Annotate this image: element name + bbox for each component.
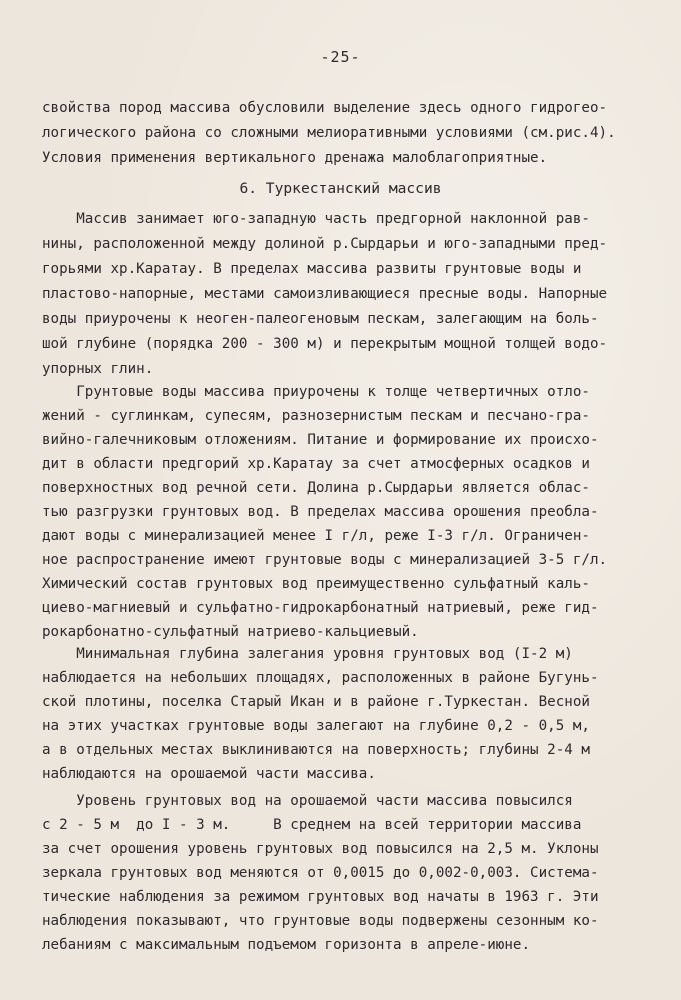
text-line: Грунтовые воды массива приурочены к толще четвертичных отло-: [42, 384, 590, 400]
text-line: а в отдельных местах выклиниваются на поверхность; глубины 2-4 м: [42, 742, 590, 758]
text-line: горьями хр.Каратау. В пределах массива развиты грунтовые воды и: [42, 261, 582, 277]
text-line: наблюдается на небольших площадях, расположенных в районе Бугунь-: [42, 670, 599, 686]
text-line: Массив занимает юго-западную часть предгорной наклонной рав-: [42, 211, 590, 227]
text-line: ное распространение имеют грунтовые воды с минерализацией 3-5 г/л.: [42, 552, 608, 568]
text-line: с 2 - 5 м до I - 3 м. В среднем на всей территории массива: [42, 817, 582, 833]
text-line: Условия применения вертикального дренажа малоблагоприятные.: [42, 150, 548, 166]
text-line: рокарбонатно-сульфатный натриево-кальциевый.: [42, 624, 419, 640]
text-line: тью разгрузки грунтовых вод. В пределах массива орошения преобла-: [42, 504, 599, 520]
text-line: тические наблюдения за режимом грунтовых вод начаты в 1963 г. Эти: [42, 889, 599, 905]
text-line: за счет орошения уровень грунтовых вод повысился на 2,5 м. Уклоны: [42, 841, 599, 857]
text-line: дают воды с минерализацией менее I г/л, реже I-3 г/л. Ограничен-: [42, 528, 590, 544]
text-line: Минимальная глубина залегания уровня грунтовых вод (I-2 м): [42, 646, 573, 662]
text-line: пластово-напорные, местами самоизливающиеся пресные воды. Напорные: [42, 286, 608, 302]
text-line: лебаниям с максимальным подъемом горизонта в апреле-июне.: [42, 937, 531, 953]
text-line: воды приурочены к неоген-палеогеновым пескам, залегающим на боль-: [42, 311, 599, 327]
text-line: дит в области предгорий хр.Каратау за счет атмосферных осадков и: [42, 456, 590, 472]
text-line: вийно-галечниковым отложениям. Питание и формирование их происхо-: [42, 432, 599, 448]
text-line: Уровень грунтовых вод на орошаемой части массива повысился: [42, 793, 573, 809]
text-line: циево-магниевый и сульфатно-гидрокарбонатный натриевый, реже гид-: [42, 600, 599, 616]
text-line: наблюдаются на орошаемой части массива.: [42, 766, 376, 782]
text-line: нины, расположенной между долиной р.Сырдарьи и юго-западными пред-: [42, 236, 608, 252]
text-line: шой глубине (порядка 200 - 300 м) и перекрытым мощной толщей водо-: [42, 336, 608, 352]
text-line: логического района со сложными мелиоративными условиями (см.рис.4).: [42, 125, 616, 141]
section-heading: 6. Туркестанский массив: [239, 180, 442, 197]
page-number: -25-: [320, 48, 361, 66]
text-line: зеркала грунтовых вод меняются от 0,0015 до 0,002-0,003. Системa-: [42, 865, 599, 881]
text-line: свойства пород массива обусловили выделение здесь одного гидрогео-: [42, 100, 608, 116]
text-line: упорных глин.: [42, 361, 154, 377]
text-line: на этих участках грунтовые воды залегают на глубине 0,2 - 0,5 м,: [42, 718, 590, 734]
text-line: поверхностных вод речной сети. Долина р.Сырдарьи является облас-: [42, 480, 590, 496]
text-line: Химический состав грунтовых вод преимущественно сульфатный каль-: [42, 576, 590, 592]
text-line: жений - суглинкам, супесям, разнозернистым пескам и песчано-гра-: [42, 408, 590, 424]
text-line: наблюдения показывают, что грунтовые воды подвержены сезонным ко-: [42, 913, 599, 929]
text-line: ской плотины, поселка Старый Икан и в районе г.Туркестан. Весной: [42, 694, 590, 710]
